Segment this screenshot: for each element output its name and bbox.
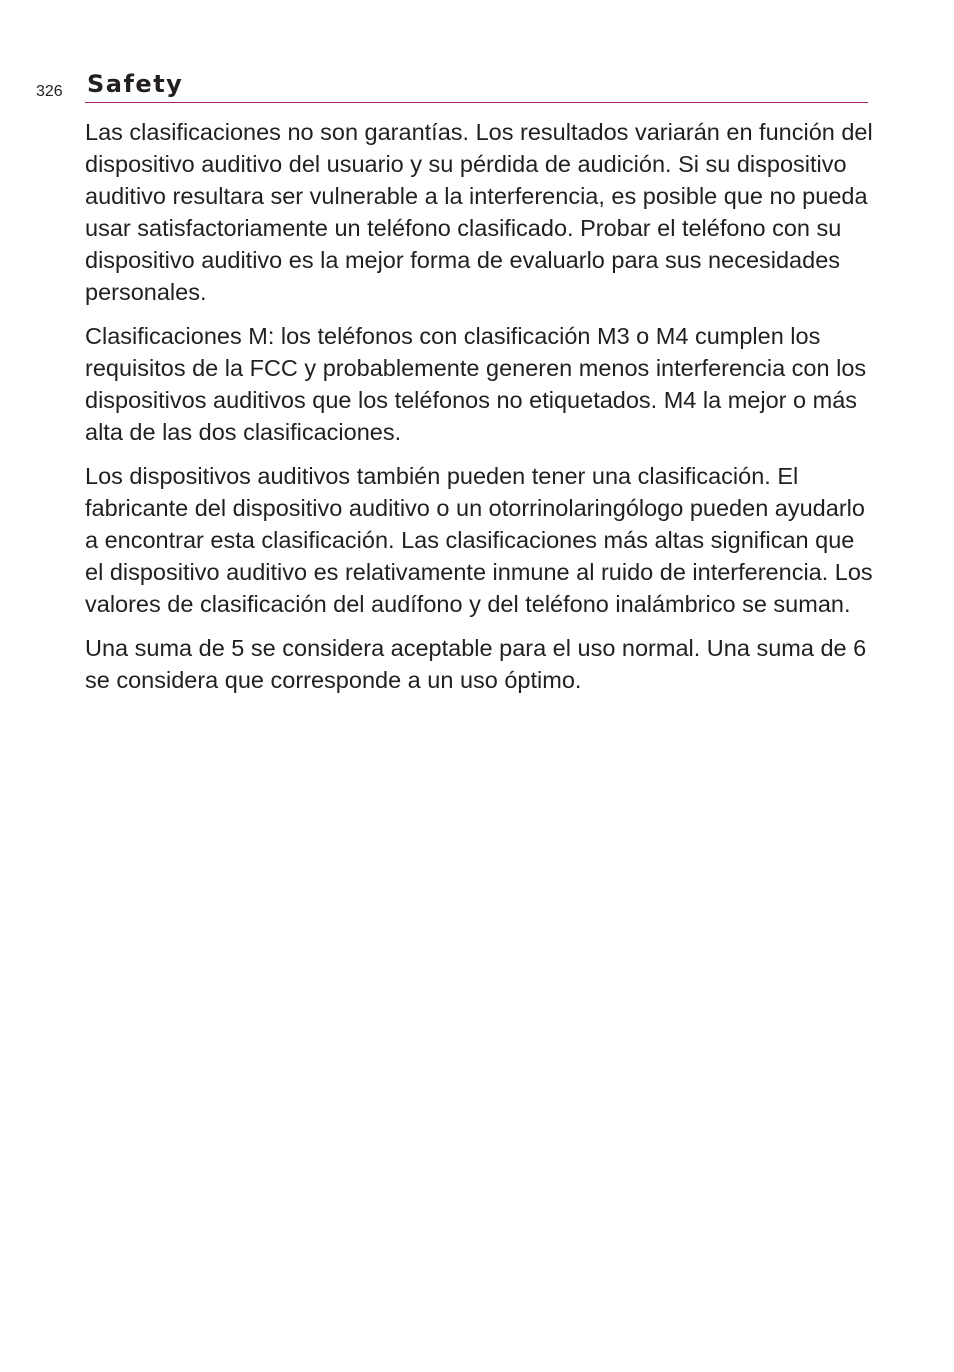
section-title: Safety [87,70,184,98]
page-number: 326 [36,83,63,100]
body-text [85,116,877,708]
paragraph-hearing-device-ratings: Los dispositivos auditivos también pueden tener una clasificación. El fabricante del dispositivo auditivo o un otorrinolaringólogo pueden ayudarlo a encontrar esta clasificación. Las clasificaciones más altas significan que el dispositivo auditivo es relativamente inmune al ruido de interferencia. Los valores de clasificación del audífono y del teléfono inalámbrico se suman. [85,463,873,617]
page-header [36,66,868,104]
header-rule [85,102,868,103]
paragraph-ratings-not-guarantees: Las clasificaciones no son garantías. Los resultados variarán en función del dispositivo auditivo del usuario y su pérdida de audición. Si su dispositivo auditivo resultara ser vulnerable a la interferencia, es posible que no pueda usar satisfactoriamente un teléfono clasificado. Probar el teléfono con su dispositivo auditivo es la mejor forma de evaluarlo para sus necesidades personales. [85,119,873,305]
paragraph-m-ratings: Clasificaciones M: los teléfonos con clasificación M3 o M4 cumplen los requisitos de la FCC y probablemente generen menos interferencia con los dispositivos auditivos que los teléfonos no etiquetados. M4 la mejor o más alta de las dos clasificaciones. [85,323,867,445]
paragraph-rating-sum: Una suma de 5 se considera aceptable para el uso normal. Una suma de 6 se considera que corresponde a un uso óptimo. [85,635,867,693]
